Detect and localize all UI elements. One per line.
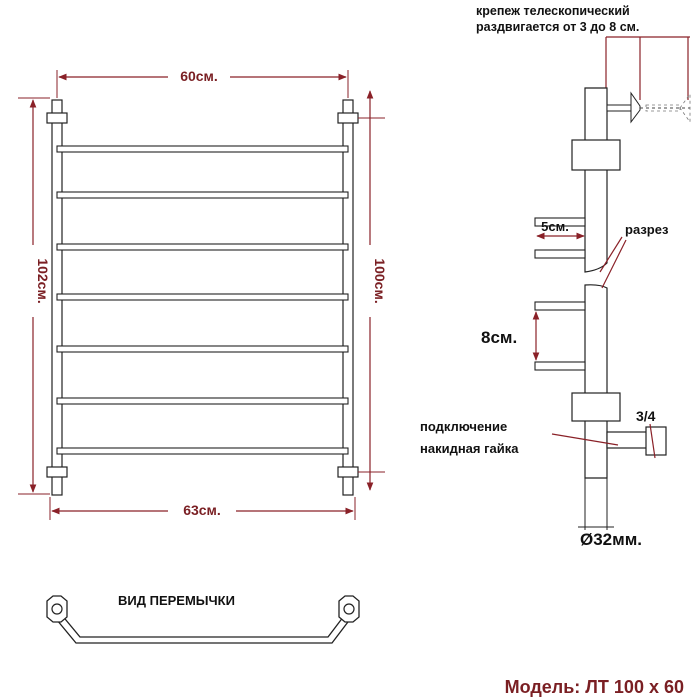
crossbar-5: [57, 346, 348, 352]
crossbar-3: [57, 244, 348, 250]
jumper-view: [47, 593, 359, 643]
top-width-dimension: [57, 66, 348, 98]
rail-spacing-label: 5см.: [541, 219, 569, 234]
mount-note-line1: крепеж телескопический: [476, 4, 630, 18]
top-left-bracket: [47, 113, 67, 123]
crossbars: [57, 146, 348, 454]
crossbar-6: [57, 398, 348, 404]
telescopic-mount: [607, 93, 690, 122]
cut-label: разрез: [625, 222, 669, 237]
towel-rail-frame: [47, 100, 358, 495]
crossbar-4: [57, 294, 348, 300]
top-right-bracket: [338, 113, 358, 123]
top-width-label: 60см.: [180, 68, 218, 84]
total-height-label: 102см.: [35, 258, 51, 304]
crossbar-1: [57, 146, 348, 152]
connection-line2: накидная гайка: [420, 441, 519, 456]
model-label: Модель: ЛТ 100 х 60: [504, 677, 684, 697]
rail-depth-dimension: [481, 312, 536, 360]
axis-height-dimension: [358, 91, 388, 490]
bottom-width-dimension: [50, 497, 355, 520]
lower-clamp: [572, 393, 620, 421]
bottom-left-bracket: [47, 467, 67, 477]
upper-clamp: [572, 140, 620, 170]
bottom-width-label: 63см.: [183, 502, 221, 518]
crossbar-2: [57, 192, 348, 198]
rail-stubs: [535, 218, 585, 370]
connection-fitting: [607, 427, 666, 455]
thread-size-label: 3/4: [636, 408, 656, 424]
pipe-diameter-dimension: [578, 478, 642, 549]
left-jumper-nut: [47, 596, 67, 622]
front-view: [18, 66, 388, 520]
bottom-right-bracket: [338, 467, 358, 477]
connection-line1: подключение: [420, 419, 508, 434]
mount-note-line2: раздвигается от 3 до 8 см.: [476, 20, 640, 34]
side-view: [420, 4, 690, 549]
right-jumper-nut: [339, 596, 359, 622]
pipe-diameter-label: Ø32мм.: [580, 530, 643, 549]
crossbar-7: [57, 448, 348, 454]
total-height-dimension: [18, 98, 51, 494]
jumper-title: ВИД ПЕРЕМЫЧКИ: [118, 593, 235, 608]
axis-height-label: 100см.: [372, 258, 388, 304]
rail-depth-label: 8см.: [481, 328, 518, 347]
